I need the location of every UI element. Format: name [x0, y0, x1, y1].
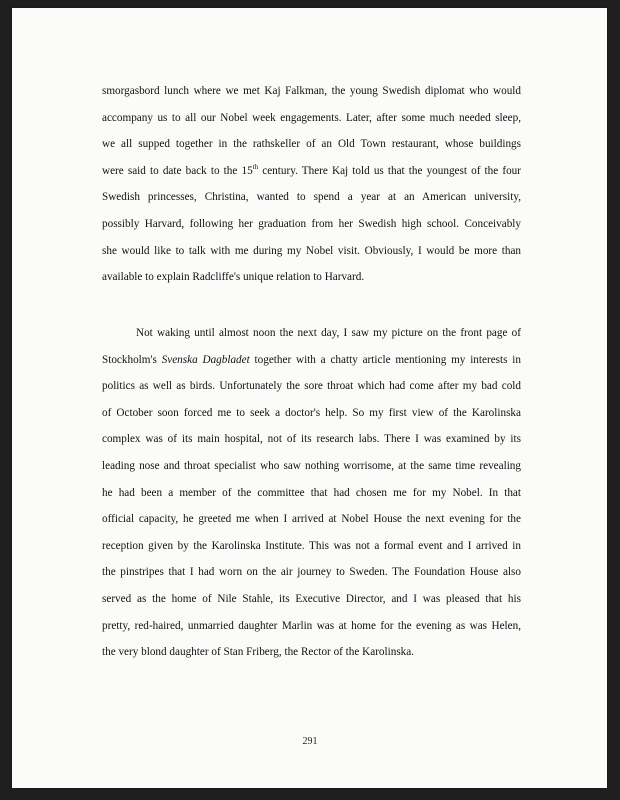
text-line: smorgasbord lunch where we met Kaj Falkman, the young Swedish diplomat who would [102, 85, 521, 97]
text-line: available to explain Radcliffe's unique relation to Harvard. [102, 271, 365, 284]
text-line: possibly Harvard, following her graduation from her Swedish high school. Conceivably [102, 217, 521, 230]
text-line: Swedish princesses, Christina, wanted to spend a year at an American university, [102, 191, 521, 204]
text-line: pretty, red-haired, unmarried daughter Marlin was at home for the evening as was Helen, [102, 619, 521, 632]
text-line: complex was of its main hospital, not of its research labs. There I was examined by its [102, 433, 521, 446]
text-segment: together with a chatty article mentioning my interests in [249, 353, 521, 366]
page-number: 291 [302, 736, 318, 747]
text-line: of October soon forced me to seek a doctor's help. So my first view of the Karolinska [102, 406, 521, 419]
text-line: he had been a member of the committee that had chosen me for my Nobel. In that [102, 486, 521, 499]
paragraph-2 [102, 320, 521, 666]
paragraph-1 [102, 78, 521, 291]
newspaper-title: Svenska Dagbladet [161, 353, 250, 366]
text-line: Not waking until almost noon the next day, I saw my picture on the front page of [136, 327, 521, 339]
text-segment: Stockholm's [102, 353, 162, 366]
text-line: politics as well as birds. Unfortunately the sore throat which had come after my bad cold [102, 380, 521, 393]
text-line: served as the home of Nile Stahle, its Executive Director, and I was pleased that his [102, 592, 521, 605]
text-line: the pinstripes that I had worn on the air journey to Sweden. The Foundation House also [102, 566, 521, 579]
text-line [102, 158, 521, 185]
text-segment: were said to date back to the 15 [102, 164, 253, 177]
text-line: we all supped together in the rathskeller of an Old Town restaurant, whose buildings [102, 138, 521, 151]
text-line: accompany us to all our Nobel week engagements. Later, after some much needed sleep, [102, 111, 521, 124]
text-line: leading nose and throat specialist who saw nothing worrisome, at the same time revealing [102, 459, 521, 472]
text-line: the very blond daughter of Stan Friberg, the Rector of the Karolinska. [102, 646, 415, 659]
text-line: official capacity, he greeted me when I arrived at Nobel House the next evening for the [102, 513, 521, 526]
text-line [102, 347, 521, 374]
superscript-ordinal: th [252, 162, 259, 171]
text-line: she would like to talk with me during my Nobel visit. Obviously, I would be more than [102, 244, 521, 257]
text-line: reception given by the Karolinska Institute. This was not a formal event and I arrived in [102, 539, 521, 552]
text-segment: century. There Kaj told us that the youngest of the four [258, 164, 521, 177]
